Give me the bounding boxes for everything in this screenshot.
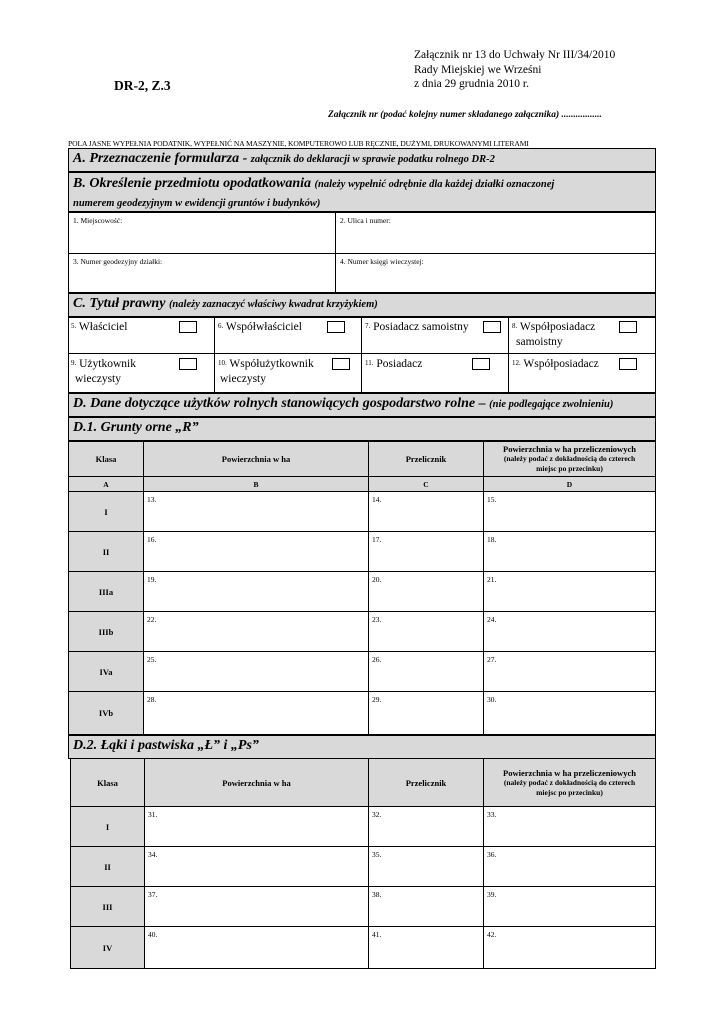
- col-header-label: Przelicznik: [405, 777, 447, 788]
- table-row-class: [70, 926, 145, 969]
- option-perpetual-user-checkbox[interactable]: [179, 358, 197, 370]
- section-d2-title: D.2. Łąki i pastwiska „Ł” i „Ps”: [73, 738, 259, 753]
- option-number: 7.: [365, 322, 371, 330]
- field-number: 21.: [487, 575, 497, 584]
- field-number: 27.: [487, 655, 497, 664]
- option-label: Posiadacz samoistny: [373, 321, 469, 333]
- section-b-subtitle-1: (należy wypełnić odrębnie dla każdej działki oznaczonej: [314, 179, 555, 190]
- option-co-possessor[interactable]: [512, 357, 599, 372]
- section-d-title: D. Dane dotyczące użytków rolnych stanowiących gospodarstwo rolne –: [73, 396, 490, 411]
- col-header-class: [70, 758, 145, 807]
- converter-input[interactable]: [368, 531, 484, 572]
- col-letter-label: C: [423, 479, 429, 489]
- fill-instructions: POLA JASNE WYPEŁNIA PODATNIK, WYPEŁNIĆ NA MASZYNIE, KOMPUTEROWO LUB RĘCZNIE, DUŻYMI, DRUKOWANYMI LITERAMI: [68, 139, 529, 148]
- table-row-class: [68, 491, 144, 532]
- divider: [508, 317, 509, 393]
- area-input[interactable]: [144, 806, 369, 847]
- field-number: 41.: [372, 930, 382, 939]
- col-header-converted-area: [483, 441, 656, 477]
- col-header-area: [143, 441, 369, 477]
- col-header-note: (należy podać z dokładnością do czterech: [503, 777, 636, 787]
- field-number: 28.: [147, 695, 157, 704]
- option-number: 5.: [71, 322, 77, 330]
- attachment-number-line: Załącznik nr (podać kolejny numer składanego załącznika) .................: [328, 110, 602, 120]
- option-independent-possessor[interactable]: [365, 320, 469, 335]
- col-letter-label: A: [103, 479, 109, 489]
- col-letter-label: B: [253, 479, 259, 489]
- field-number: 13.: [147, 495, 157, 504]
- field-number: 36.: [487, 850, 497, 859]
- class-label: IIIb: [98, 626, 114, 637]
- field-number: 33.: [487, 810, 497, 819]
- converted-area-input[interactable]: [483, 571, 656, 612]
- table-row-class: [68, 691, 144, 735]
- converted-area-input[interactable]: [483, 491, 656, 532]
- field-number: 22.: [147, 615, 157, 624]
- class-label: I: [105, 821, 110, 832]
- section-a-subtitle: załącznik do deklaracji w sprawie podatku rolnego DR-2: [250, 154, 495, 165]
- col-header-label: Klasa: [95, 454, 117, 464]
- section-b-subtitle-2: numerem geodezyjnym w ewidencji gruntów i budynków): [73, 198, 321, 209]
- option-number: 10.: [218, 359, 227, 367]
- area-input[interactable]: [143, 571, 369, 612]
- option-label: Współposiadacz: [523, 358, 599, 370]
- converted-area-input[interactable]: [483, 846, 656, 887]
- land-register-label: 4. Numer księgi wieczystej:: [340, 257, 424, 266]
- field-number: 30.: [487, 695, 497, 704]
- class-label: IIIa: [98, 586, 114, 597]
- col-header-label: Przelicznik: [405, 454, 447, 464]
- plot-number-label: 3. Numer geodezyjny działki:: [73, 257, 163, 266]
- field-number: 24.: [487, 615, 497, 624]
- col-header-label: Powierzchnia w ha: [222, 777, 291, 788]
- field-number: 42.: [487, 930, 497, 939]
- section-c-subtitle: (należy zaznaczyć właściwy kwadrat krzyżykiem): [168, 299, 378, 310]
- divider: [214, 317, 215, 393]
- table-row-class: [70, 806, 145, 847]
- section-d-header: [68, 393, 656, 417]
- col-header-note: (należy podać z dokładnością do czterech: [503, 454, 636, 463]
- option-co-owner[interactable]: [218, 320, 302, 335]
- field-number: 17.: [372, 535, 382, 544]
- converter-input[interactable]: [368, 491, 484, 532]
- section-d2-header: [68, 735, 656, 759]
- class-label: IVb: [98, 708, 114, 718]
- street-field[interactable]: [335, 212, 656, 254]
- field-number: 31.: [148, 810, 158, 819]
- converter-input[interactable]: [368, 651, 484, 692]
- converted-area-input[interactable]: [483, 651, 656, 692]
- table-row-class: [68, 611, 144, 652]
- col-header-label: Powierzchnia w ha: [221, 454, 291, 464]
- field-number: 14.: [372, 495, 382, 504]
- col-letter: [368, 476, 484, 492]
- converted-area-input[interactable]: [483, 926, 656, 969]
- option-owner[interactable]: [71, 320, 127, 335]
- section-d1-header: [68, 417, 656, 441]
- table-row-class: [68, 571, 144, 612]
- class-label: III: [102, 901, 113, 912]
- class-label: I: [104, 506, 108, 517]
- section-c-title: C. Tytuł prawny: [73, 296, 169, 311]
- option-co-possessor-checkbox[interactable]: [619, 358, 637, 370]
- col-header-note: miejsc po przecinku): [536, 787, 603, 797]
- option-label: wieczysty: [75, 373, 121, 385]
- option-perpetual-user[interactable]: [71, 357, 136, 387]
- option-number: 12.: [512, 359, 521, 367]
- converter-input[interactable]: [368, 691, 484, 735]
- field-number: 34.: [148, 850, 158, 859]
- col-letter: [143, 476, 369, 492]
- field-number: 32.: [372, 810, 382, 819]
- locality-label: 1. Miejscowość:: [73, 216, 123, 225]
- col-header-converter: [368, 758, 484, 807]
- area-input[interactable]: [143, 691, 369, 735]
- class-label: IVa: [99, 666, 113, 677]
- converted-area-input[interactable]: [483, 691, 656, 735]
- area-input[interactable]: [143, 651, 369, 692]
- option-label: Współwłaściciel: [225, 321, 302, 333]
- option-label: samoistny: [516, 336, 563, 348]
- section-a-title: A. Przeznaczenie formularza -: [73, 151, 251, 166]
- attachment-line: Załącznik nr 13 do Uchwały Nr III/34/2010: [414, 49, 616, 61]
- converter-input[interactable]: [368, 611, 484, 652]
- attachment-line: Rady Miejskiej we Wrześni: [414, 63, 542, 76]
- field-number: 26.: [372, 655, 382, 664]
- section-c-header: [68, 293, 656, 317]
- field-number: 15.: [487, 495, 497, 504]
- col-header-note: miejsc po przecinku): [536, 464, 603, 473]
- attachment-line: z dnia 29 grudnia 2010 r.: [414, 78, 529, 90]
- section-b-header: [68, 172, 656, 212]
- field-number: 20.: [372, 575, 382, 584]
- table-row-class: [68, 531, 144, 572]
- field-number: 39.: [487, 890, 497, 899]
- table-row-class: [68, 651, 144, 692]
- converter-input[interactable]: [368, 846, 484, 887]
- col-letter: [483, 476, 656, 492]
- class-label: II: [104, 861, 111, 872]
- col-header-label: Powierzchnia w ha przeliczeniowych: [503, 444, 636, 454]
- section-d-subtitle: (nie podlegające zwolnieniu): [489, 399, 614, 410]
- option-co-independent-possessor[interactable]: [512, 320, 595, 350]
- table-row-class: [70, 846, 145, 887]
- field-number: 19.: [147, 575, 157, 584]
- divider: [361, 317, 362, 393]
- field-number: 35.: [372, 850, 382, 859]
- field-number: 40.: [148, 930, 158, 939]
- area-input[interactable]: [143, 491, 369, 532]
- option-owner-checkbox[interactable]: [179, 321, 197, 333]
- street-label: 2. Ulica i numer:: [340, 216, 391, 225]
- field-number: 29.: [372, 695, 382, 704]
- col-header-area: [144, 758, 369, 807]
- option-co-perpetual-user[interactable]: [218, 357, 314, 387]
- option-possessor[interactable]: [365, 357, 422, 372]
- col-header-converted-area: [483, 758, 656, 807]
- option-label: Współużytkownik: [229, 358, 314, 370]
- form-code: DR-2, Z.3: [114, 78, 171, 93]
- col-header-class: [68, 441, 144, 477]
- field-number: 37.: [148, 890, 158, 899]
- converted-area-input[interactable]: [483, 886, 656, 927]
- option-number: 9.: [71, 359, 77, 367]
- attachment-header: [414, 48, 615, 92]
- area-input[interactable]: [144, 886, 369, 927]
- converted-area-input[interactable]: [483, 531, 656, 572]
- arable-land-table: [68, 441, 656, 735]
- class-label: IV: [102, 942, 113, 953]
- option-co-owner-checkbox[interactable]: [327, 321, 345, 333]
- converter-input[interactable]: [368, 571, 484, 612]
- option-number: 11.: [365, 359, 374, 367]
- col-header-label: Powierzchnia w ha przeliczeniowych: [503, 767, 636, 778]
- area-input[interactable]: [143, 611, 369, 652]
- option-co-independent-possessor-checkbox[interactable]: [619, 321, 637, 333]
- class-label: II: [102, 546, 110, 557]
- option-possessor-checkbox[interactable]: [472, 358, 490, 370]
- field-number: 18.: [487, 535, 497, 544]
- field-number: 38.: [372, 890, 382, 899]
- option-label: wieczysty: [220, 373, 266, 385]
- locality-field[interactable]: [68, 212, 336, 254]
- field-number: 16.: [147, 535, 157, 544]
- land-register-field[interactable]: [335, 253, 656, 293]
- table-row-class: [70, 886, 145, 927]
- area-input[interactable]: [144, 846, 369, 887]
- converted-area-input[interactable]: [483, 806, 656, 847]
- col-header-converter: [368, 441, 484, 477]
- option-number: 8.: [512, 322, 518, 330]
- section-a-header: [68, 148, 656, 172]
- section-b-title: B. Określenie przedmiotu opodatkowania: [73, 176, 315, 191]
- field-number: 25.: [147, 655, 157, 664]
- converter-input[interactable]: [368, 886, 484, 927]
- converter-input[interactable]: [368, 806, 484, 847]
- col-header-label: Klasa: [97, 777, 118, 788]
- plot-number-field[interactable]: [68, 253, 336, 293]
- col-letter: [68, 476, 144, 492]
- option-independent-possessor-checkbox[interactable]: [483, 321, 501, 333]
- option-number: 6.: [218, 322, 224, 330]
- option-label: Współposiadacz: [519, 321, 596, 333]
- option-label: Posiadacz: [376, 358, 423, 370]
- option-co-perpetual-user-checkbox[interactable]: [332, 358, 350, 370]
- field-number: 23.: [372, 615, 382, 624]
- meadows-table: [70, 758, 656, 969]
- option-label: Właściciel: [78, 321, 128, 333]
- converter-input[interactable]: [368, 926, 484, 969]
- converted-area-input[interactable]: [483, 611, 656, 652]
- option-label: Użytkownik: [79, 358, 136, 370]
- section-d1-title: D.1. Grunty orne „R”: [73, 420, 199, 435]
- area-input[interactable]: [143, 531, 369, 572]
- area-input[interactable]: [144, 926, 369, 969]
- col-letter-label: D: [566, 479, 573, 489]
